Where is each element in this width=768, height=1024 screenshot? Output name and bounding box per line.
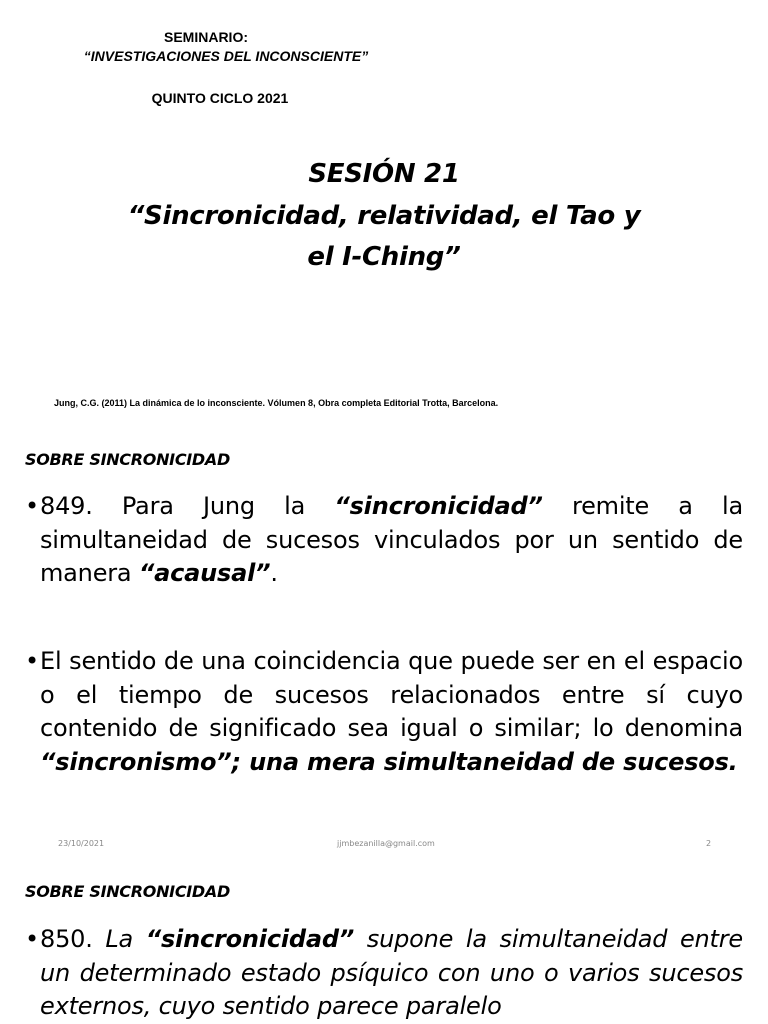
- italic-run: supone la simultaneidad entre un determinado estado psíquico con uno o varios sucesos externos, cuyo sentido parece paralelo: [40, 925, 744, 1020]
- emphasis-term: “sincronicidad”: [145, 925, 355, 953]
- bullet-paragraph: [25, 645, 743, 779]
- bullet-mark: •: [25, 647, 39, 675]
- bullet-mark: •: [25, 925, 39, 953]
- text-run: 850.: [40, 925, 106, 953]
- session-title-line2: el I-Ching”: [307, 242, 461, 272]
- seminar-label: SEMINARIO:: [164, 29, 248, 45]
- text-run: 849. Para Jung la: [40, 492, 335, 520]
- italic-run: La: [105, 925, 146, 953]
- paragraph-text: [40, 923, 743, 1024]
- bullet-paragraph: [25, 490, 743, 591]
- section-heading: SOBRE SINCRONICIDAD: [25, 450, 230, 469]
- text-run: .: [270, 559, 278, 587]
- footer-email: jjmbezanilla@gmail.com: [337, 839, 435, 848]
- footer-date: 23/10/2021: [58, 839, 105, 848]
- footer-page-number: 2: [706, 839, 712, 848]
- bullet-paragraph: [25, 923, 743, 1024]
- cycle-label: QUINTO CICLO 2021: [151, 90, 289, 106]
- session-number: SESIÓN 21: [308, 159, 460, 189]
- bibliographic-reference: Jung, C.G. (2011) La dinámica de lo inconsciente. Vólumen 8, Obra completa Editorial Trotta, Barcelona.: [54, 398, 499, 408]
- emphasis-term: “acausal”: [138, 559, 271, 587]
- text-run: El sentido de una coincidencia que puede ser en el espacio o el tiempo de sucesos relacionados entre sí cuyo contenido de significado sea igual o similar; lo denomina: [40, 647, 743, 742]
- session-title-line1: “Sincronicidad, relatividad, el Tao y: [127, 201, 641, 231]
- seminar-name: “INVESTIGACIONES DEL INCONSCIENTE”: [83, 48, 369, 64]
- text-run: remite a la simultaneidad de sucesos vinculados por un sentido de manera: [40, 492, 743, 587]
- section-heading: SOBRE SINCRONICIDAD: [25, 882, 230, 901]
- emphasis-term: “sincronismo”; una mera simultaneidad de sucesos.: [40, 747, 738, 776]
- emphasis-term: “sincronicidad”: [334, 492, 543, 520]
- bullet-mark: •: [25, 492, 39, 520]
- paragraph-text: [40, 490, 743, 591]
- paragraph-text: [40, 645, 743, 779]
